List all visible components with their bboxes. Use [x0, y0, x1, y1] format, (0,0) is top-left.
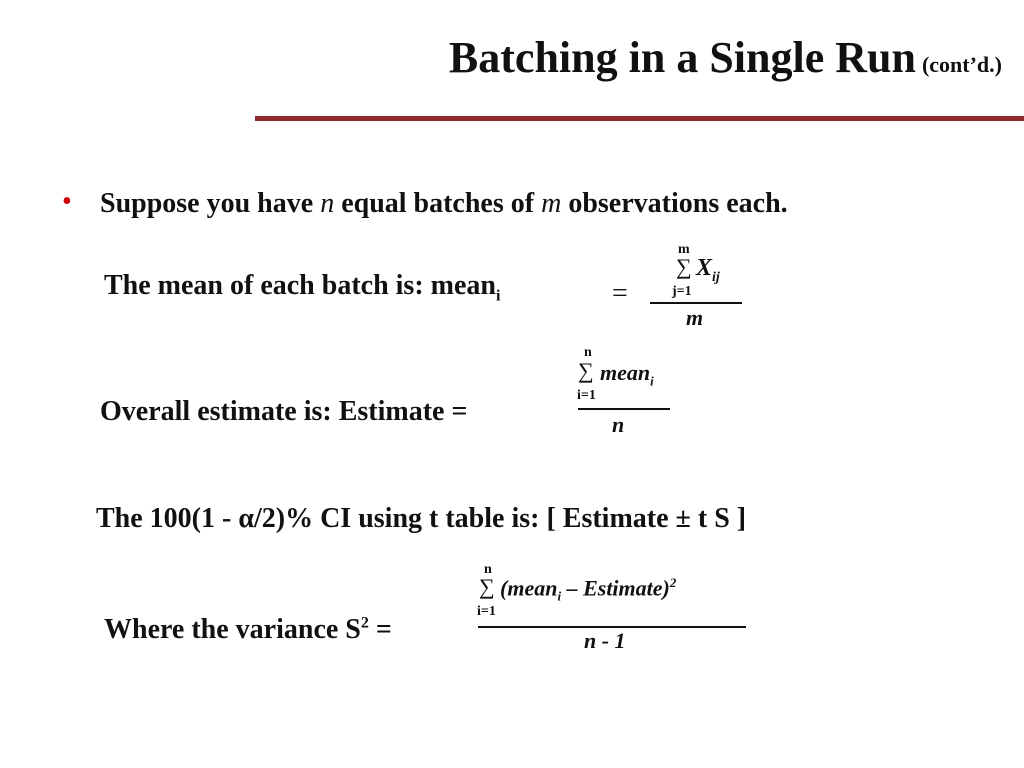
batch-mean-sub: i [495, 287, 501, 305]
sum1-upper: m [678, 242, 690, 257]
title-sub: (cont’d.) [921, 52, 1002, 77]
sum3-lower: i=1 [477, 604, 496, 619]
sum3-upper: n [484, 562, 492, 577]
sum3-sigma-icon: ∑ [479, 574, 495, 599]
sum2-lower: i=1 [577, 388, 596, 403]
sum3-numerator [500, 575, 676, 605]
frac2-denominator: n [612, 412, 625, 437]
ci-part3: t S ] [690, 503, 747, 534]
sum2-sigma-icon: ∑ [578, 358, 594, 383]
sum2-numerator [600, 360, 654, 389]
line1-var-n: n [320, 188, 335, 219]
bullet-text [100, 188, 788, 220]
alpha-symbol: α [238, 503, 254, 534]
line1-part2: equal batches of [334, 188, 542, 219]
title-main: Batching in a Single Run [448, 33, 916, 82]
title-divider [255, 116, 1024, 121]
ci-statement [96, 503, 746, 535]
sum1-numerator-sub: ij [712, 269, 720, 285]
line1-part1: Suppose you have [100, 188, 321, 219]
sum3-num-sup: 2 [669, 575, 677, 590]
line1-var-m: m [541, 188, 562, 219]
batch-mean-text: The mean of each batch is: mean [104, 270, 496, 301]
frac3-denominator: n - 1 [584, 628, 626, 653]
batch-mean-equals: = [612, 278, 628, 309]
sum2-numerator-sub: i [650, 373, 654, 389]
sum2-numerator-mean: mean [600, 360, 651, 385]
variance-sup: 2 [360, 614, 369, 632]
variance-equals: = [368, 614, 392, 645]
sum1-lower: j=1 [672, 284, 692, 299]
batch-mean-label [104, 270, 500, 306]
sum2-upper: n [584, 345, 592, 360]
overall-estimate-label: Overall estimate is: Estimate = [100, 396, 468, 427]
bullet-icon: • [62, 186, 72, 217]
slide-title [449, 32, 1002, 83]
sum1-sigma-icon: ∑ [676, 254, 692, 279]
plus-minus-symbol: ± [675, 503, 691, 534]
sum3-num-sub: i [557, 588, 562, 604]
ci-part1: The 100(1 - [96, 503, 239, 534]
sum3-num-a: (mean [500, 575, 558, 601]
frac1-bar [650, 302, 742, 304]
sum3-num-b: – Estimate) [561, 575, 670, 601]
sum1-numerator-x: X [696, 255, 713, 281]
line1-part3: observations each. [561, 188, 788, 219]
variance-label [104, 614, 392, 646]
variance-text: Where the variance S [104, 614, 361, 645]
sum1-numerator [696, 255, 720, 286]
frac1-denominator: m [686, 305, 704, 330]
ci-part2: /2)% CI using t table is: [ Estimate [253, 503, 676, 534]
frac2-bar [578, 408, 670, 410]
